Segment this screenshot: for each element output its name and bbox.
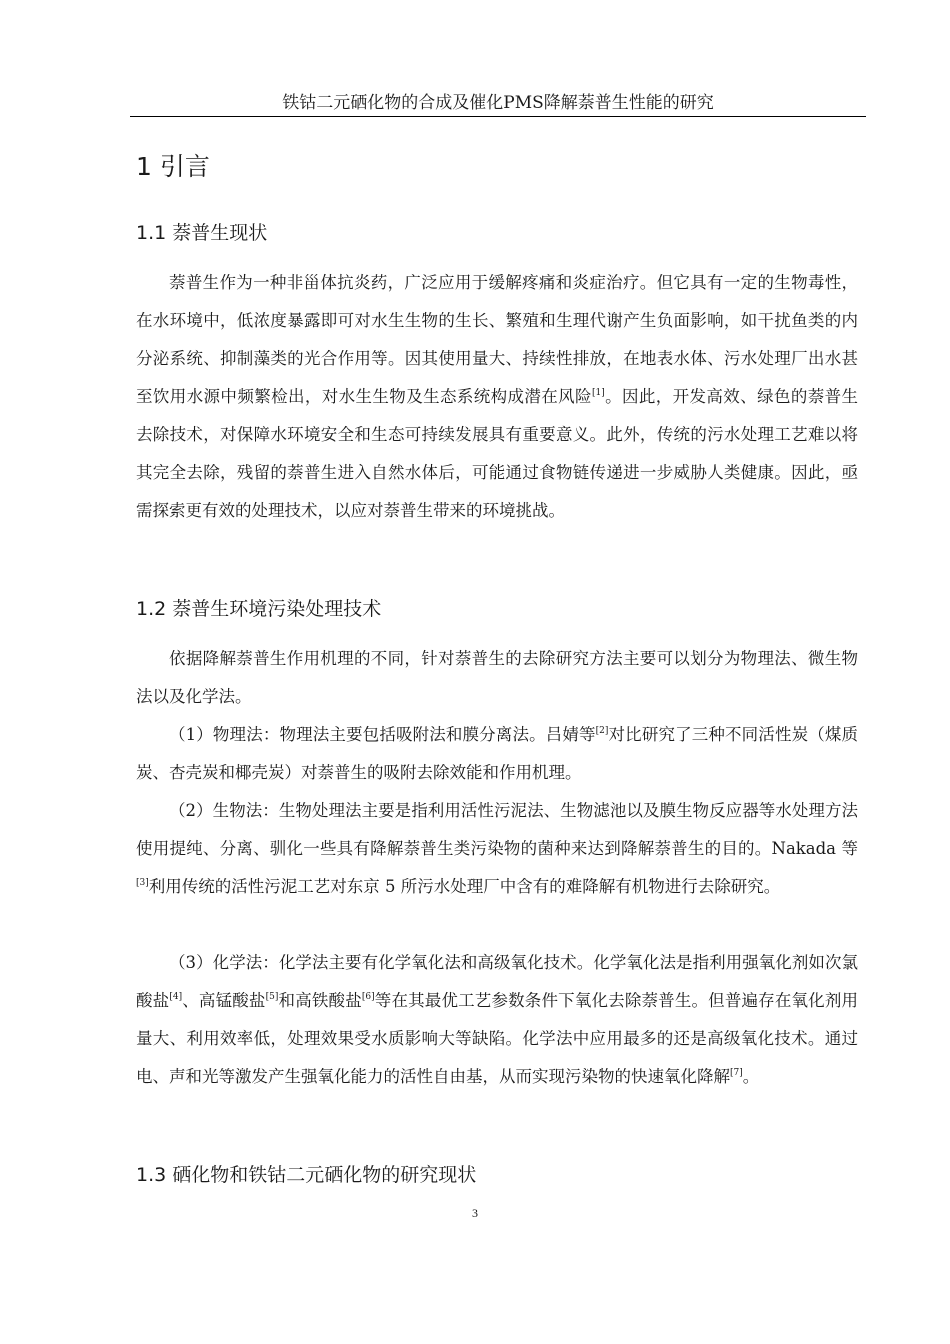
paragraph-text: 、高锰酸盐	[182, 991, 266, 1010]
section-title-1-2: 1.2 萘普生环境污染处理技术	[136, 598, 382, 620]
running-header: 铁钴二元硒化物的合成及催化PMS降解萘普生性能的研究	[282, 93, 714, 113]
citation-ref[interactable]: [3]	[136, 878, 149, 888]
paragraph-biological-method	[136, 792, 858, 906]
citation-ref[interactable]: [4]	[169, 992, 183, 1002]
citation-ref[interactable]: [1]	[591, 388, 605, 398]
paragraph-text: 。	[742, 1067, 760, 1086]
citation-ref[interactable]: [2]	[595, 726, 609, 736]
section-title-1-3: 1.3 硒化物和铁钴二元硒化物的研究现状	[136, 1164, 477, 1186]
citation-ref[interactable]: [6]	[361, 992, 375, 1002]
paragraph-chemical-method	[136, 944, 858, 1096]
paragraph-methods-intro	[136, 640, 858, 716]
paragraph-text: （2）生物法：生物处理法主要是指利用活性污泥法、生物滤池以及膜生物反应器等水处理方法使用提纯、分离、驯化一些具有降解萘普生类污染物的菌种来达到降解萘普生的目的。Nakada 等	[136, 801, 858, 858]
paragraph-text: （1）物理法：物理法主要包括吸附法和膜分离法。吕婧等	[169, 725, 596, 744]
paragraph-text: 萘普生作为一种非甾体抗炎药，广泛应用于缓解疼痛和炎症治疗。但它具有一定的生物毒性，在水环境中，低浓度暴露即可对水生生物的生长、繁殖和生理代谢产生负面影响，如干扰鱼类的内分泌系统、抑制藻类的光合作用等。因其使用量大、持续性排放，在地表水体、污水处理厂出水甚至饮用水源中频繁检出，对水生生物及生态系统构成潜在风险	[136, 273, 858, 406]
paragraph-physical-method	[136, 716, 858, 792]
section-title-1-1: 1.1 萘普生现状	[136, 222, 268, 244]
chapter-title: 1 引言	[136, 152, 210, 181]
page-number: 3	[472, 1206, 478, 1220]
paragraph-text: 。因此，开发高效、绿色的萘普生去除技术，对保障水环境安全和生态可持续发展具有重要意义。此外，传统的污水处理工艺难以将其完全去除，残留的萘普生进入自然水体后，可能通过食物链传递进一步威胁人类健康。因此，亟需探索更有效的处理技术，以应对萘普生带来的环境挑战。	[136, 387, 859, 520]
paragraph-text: 对比研究了三种不同活性炭（煤质炭、杏壳炭和椰壳炭）对萘普生的吸附去除效能和作用机理。	[136, 725, 859, 782]
header-rule	[130, 116, 866, 117]
paragraph-text: 依据降解萘普生作用机理的不同，针对萘普生的去除研究方法主要可以划分为物理法、微生物法以及化学法。	[136, 649, 858, 706]
paragraph-naproxen-status	[136, 264, 858, 530]
citation-ref[interactable]: [7]	[730, 1068, 743, 1078]
paragraph-text: 利用传统的活性污泥工艺对东京 5 所污水处理厂中含有的难降解有机物进行去除研究。	[148, 877, 781, 896]
paragraph-text: 等在其最优工艺参数条件下氧化去除萘普生。但普遍存在氧化剂用量大、利用效率低，处理效果受水质影响大等缺陷。化学法中应用最多的还是高级氧化技术。通过电、声和光等激发产生强氧化能力的活性自由基，从而实现污染物的快速氧化降解	[136, 991, 859, 1086]
paragraph-text: （3）化学法：化学法主要有化学氧化法和高级氧化技术。化学氧化法是指利用强氧化剂如次氯酸盐	[136, 953, 858, 1010]
paragraph-text: 和高铁酸盐	[278, 991, 362, 1010]
citation-ref[interactable]: [5]	[265, 992, 279, 1002]
